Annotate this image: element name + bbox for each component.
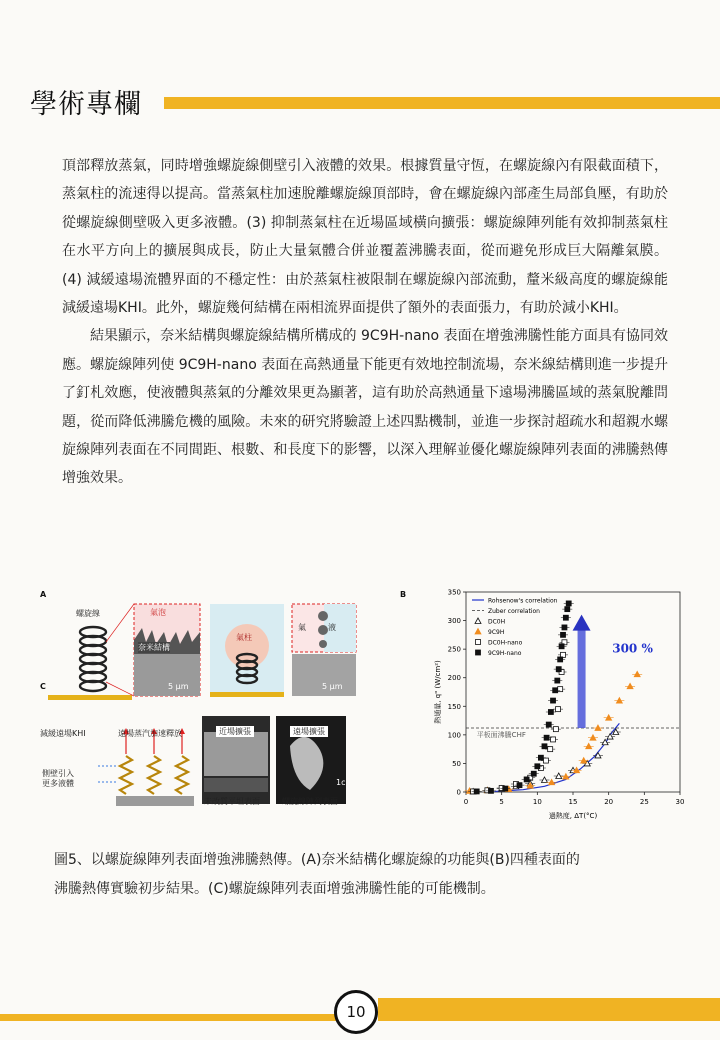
paragraph-1: 頂部釋放蒸氣，同時增強螺旋線側壁引入液體的效果。根據質量守恆，在螺旋線內有限截面積下，蒸氣柱的流速得以提高。當蒸氣柱加速脫離螺旋線頂部時，會在螺旋線內部產生局部負壓，有助於從螺旋線側壁吸入更多液體。(3) 抑制蒸氣柱在近場區域橫向擴張：螺旋線陣列能有效抑制蒸氣柱在水平方向上的擴展與成長，防止大量氣體合併並覆蓋沸騰表面，從而避免形成巨大隔離氣膜。(4) 減緩遠場流體界面的不穩定性：由於蒸氣柱被限制在螺旋線內部流動，釐米級高度的螺旋線能減緩遠場KHI。此外，螺旋幾何結構在兩相流界面提供了額外的表面張力，有助於減小KHI。 bbox=[62, 158, 668, 317]
point-9c9h-nano bbox=[538, 755, 543, 760]
section-heading: 學術專欄 bbox=[30, 89, 142, 120]
flat-surface-label: 未改質平坦表面 bbox=[204, 797, 260, 806]
legend-label: DC0H bbox=[488, 618, 506, 626]
point-dc0h-nano bbox=[558, 687, 563, 692]
paragraph-2: 結果顯示，奈米結構與螺旋線結構所構成的 9C9H-nano 表面在增強沸騰性能方面具有協同效應。螺旋線陣列使 9C9H-nano 表面在高熱通量下能更有效地控制流場，奈米線結構則進一步提升了釘札效應，使液體與蒸氣的分離效果更為顯著，這有助於高熱通量下遠場沸騰區域的蒸氣脫離問題，從而降低沸騰危機的風險。未來的研究將驗證上述四點機制，並進一步探討超疏水和超親水螺旋線陣列表面在不同間距、根數、和長度下的影響，以深入理解並優化螺旋線陣列表面的沸騰熱傳增強效果。 bbox=[62, 328, 668, 487]
increase-annotation: 300 % bbox=[612, 641, 653, 656]
y-tick-label: 200 bbox=[447, 674, 461, 683]
increase-arrow-shaft bbox=[578, 629, 586, 728]
near-field-label: 近場擴張 bbox=[216, 726, 254, 737]
boiling-curve-chart bbox=[396, 582, 690, 832]
point-9c9h-nano bbox=[551, 698, 556, 703]
x-tick-label: 15 bbox=[568, 798, 578, 806]
point-9c9h-nano bbox=[559, 644, 564, 649]
side-liquid-label-2: 更多液體 bbox=[42, 779, 74, 788]
point-9c9h-nano bbox=[517, 783, 522, 788]
legend-label: 9C9H-nano bbox=[488, 650, 522, 657]
heading-accent-bar bbox=[164, 97, 720, 109]
point-9c9h-nano bbox=[544, 735, 549, 740]
footer-bar-right bbox=[378, 998, 720, 1021]
legend-swatch bbox=[475, 618, 481, 624]
point-9c9h-nano bbox=[563, 615, 568, 620]
increase-arrow-head bbox=[573, 615, 591, 631]
x-tick-label: 25 bbox=[639, 798, 649, 806]
panel-c-letter: C bbox=[40, 682, 46, 691]
figure-5 bbox=[36, 582, 690, 832]
y-tick-label: 0 bbox=[456, 788, 461, 797]
point-9c9h-nano bbox=[566, 601, 571, 606]
scale-mark: 1c bbox=[336, 778, 346, 787]
point-9c9h-nano bbox=[488, 788, 493, 793]
point-9c9h-nano bbox=[556, 667, 561, 672]
point-9c9h-nano bbox=[542, 744, 547, 749]
legend-swatch bbox=[475, 629, 481, 635]
point-9c9h-nano bbox=[531, 771, 536, 776]
point-9c9h-nano bbox=[558, 657, 563, 662]
legend-label: DC0H-nano bbox=[488, 639, 523, 647]
point-9c9h-nano bbox=[546, 722, 551, 727]
point-9c9h-nano bbox=[562, 625, 567, 630]
gas-label: 氣 bbox=[298, 623, 306, 632]
point-9c9h-nano bbox=[565, 607, 570, 612]
coil-surface-label: 螺旋線陣列表面 bbox=[282, 797, 338, 806]
y-tick-label: 50 bbox=[452, 759, 461, 768]
x-tick-label: 10 bbox=[532, 798, 542, 806]
footer-bar-left bbox=[0, 1014, 336, 1021]
caption-line-2: 沸騰熱傳實驗初步結果。(C)螺旋線陣列表面增強沸騰性能的可能機制。 bbox=[54, 880, 495, 897]
legend-swatch bbox=[476, 640, 481, 645]
figure-caption bbox=[54, 846, 674, 903]
legend-label: Zuber correlation bbox=[488, 608, 540, 615]
point-dc0h-nano bbox=[556, 707, 561, 712]
point-dc0h-nano bbox=[553, 727, 558, 732]
y-tick-label: 150 bbox=[447, 702, 461, 711]
x-tick-label: 30 bbox=[675, 798, 685, 806]
khi-label: 減緩遠場KHI bbox=[40, 729, 86, 738]
y-tick-label: 250 bbox=[447, 645, 461, 654]
legend-label: Rohsenow's correlation bbox=[488, 597, 558, 605]
bubble-label: 氣泡 bbox=[150, 608, 166, 617]
chf-label: 平板面沸騰CHF bbox=[476, 731, 526, 739]
y-tick-label: 300 bbox=[447, 617, 461, 626]
point-9c9h-nano bbox=[553, 688, 558, 693]
y-axis-label: 熱通量, q" (W/cm²) bbox=[434, 660, 442, 724]
point-9c9h-nano bbox=[561, 632, 566, 637]
article-body bbox=[62, 152, 668, 493]
y-tick-label: 350 bbox=[447, 588, 461, 597]
page-number: 10 bbox=[334, 990, 378, 1034]
legend-swatch bbox=[476, 650, 481, 655]
point-dc0h-nano bbox=[548, 747, 553, 752]
x-tick-label: 20 bbox=[604, 798, 614, 806]
point-9c9h-nano bbox=[555, 678, 560, 683]
x-tick-label: 0 bbox=[463, 798, 469, 806]
panel-b-letter: B bbox=[400, 590, 407, 599]
point-9c9h-nano bbox=[524, 777, 529, 782]
coil-label: 螺旋線 bbox=[76, 609, 100, 618]
point-9c9h-nano bbox=[548, 710, 553, 715]
y-tick-label: 100 bbox=[447, 731, 461, 740]
side-liquid-label-1: 側壁引入 bbox=[42, 769, 74, 778]
far-field-label: 遠場擴張 bbox=[290, 726, 328, 737]
nano-structure-label: 奈米結構 bbox=[138, 643, 170, 652]
panel-a-letter: A bbox=[40, 590, 47, 599]
x-tick-label: 5 bbox=[499, 798, 504, 806]
panel-c-illustration bbox=[76, 706, 396, 826]
point-9c9h-nano bbox=[474, 789, 479, 794]
vapor-release-label: 遠場蒸汽加速釋放 bbox=[118, 729, 182, 738]
caption-line-1: 圖5、以螺旋線陣列表面增強沸騰熱傳。(A)奈米結構化螺旋線的功能與(B)四種表面的 bbox=[54, 852, 580, 868]
scale-bar-2: 5 μm bbox=[322, 682, 343, 691]
point-9c9h-nano bbox=[503, 786, 508, 791]
x-axis-label: 過熱度, ΔT(°C) bbox=[548, 812, 598, 820]
point-9c9h-nano bbox=[535, 764, 540, 769]
legend-label: 9C9H bbox=[488, 629, 505, 636]
scale-bar-1: 5 μm bbox=[168, 682, 189, 691]
vapor-column-label: 氣柱 bbox=[236, 633, 252, 642]
point-dc0h-nano bbox=[543, 758, 548, 763]
liquid-label: 液 bbox=[328, 623, 336, 632]
